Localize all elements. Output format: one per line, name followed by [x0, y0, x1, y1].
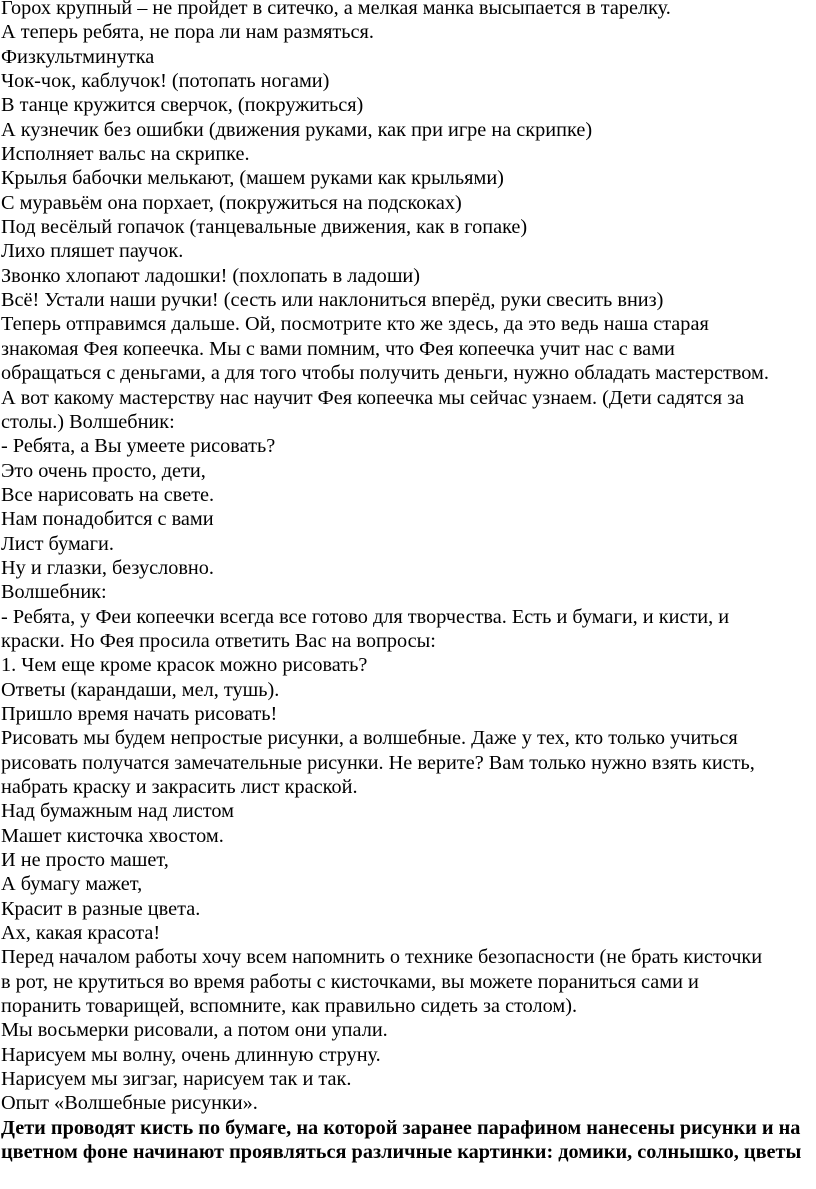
text-line: Ах, какая красота!	[1, 922, 161, 945]
text-line: Нам понадобится с вами	[1, 508, 214, 531]
text-line: цветном фоне начинают проявляться различные картинки: домики, солнышко, цветы	[1, 1141, 802, 1164]
text-line: Волшебник:	[1, 581, 107, 604]
text-line: в рот, не крутиться во время работы с кисточками, вы можете пораниться сами и	[1, 970, 699, 993]
text-line: Все нарисовать на свете.	[1, 483, 215, 506]
text-line: Нарисуем мы зигзаг, нарисуем так и так.	[1, 1068, 352, 1091]
text-line: Над бумажным над листом	[1, 800, 234, 823]
text-line: рисовать получатся замечательные рисунки. Не верите? Вам только нужно взять кисть,	[1, 751, 755, 774]
text-line: Исполняет вальс на скрипке.	[1, 143, 250, 166]
text-line: И не просто машет,	[1, 849, 169, 872]
text-line: А кузнечик без ошибки (движения руками, как при игре на скрипке)	[1, 118, 593, 141]
text-line: Лихо пляшет паучок.	[1, 240, 184, 263]
text-line: В танце кружится сверчок, (покружиться)	[1, 94, 364, 117]
text-line: Мы восьмерки рисовали, а потом они упали.	[1, 1019, 388, 1042]
text-line: А теперь ребята, не пора ли нам размяться.	[1, 21, 374, 44]
text-line: Всё! Устали наши ручки! (сесть или наклониться вперёд, руки свесить вниз)	[1, 289, 664, 312]
text-line: набрать краску и закрасить лист краской.	[1, 776, 358, 798]
text-line: поранить товарищей, вспомните, как правильно сидеть за столом).	[1, 995, 578, 1018]
text-line: Рисовать мы будем непростые рисунки, а волшебные. Даже у тех, кто только учиться	[1, 727, 738, 750]
text-line: Чок-чок, каблучок! (потопать ногами)	[1, 70, 330, 93]
text-line: Крылья бабочки мелькают, (машем руками как крыльями)	[1, 167, 504, 190]
text-line: знакомая Фея копеечка. Мы с вами помним, что Фея копеечка учит нас с вами	[1, 337, 675, 360]
text-line: Ну и глазки, безусловно.	[1, 556, 214, 579]
text-line: - Ребята, а Вы умеете рисовать?	[1, 435, 276, 458]
text-line: Это очень просто, дети,	[1, 459, 206, 482]
text-line: Лист бумаги.	[1, 532, 114, 555]
text-line: краски. Но Фея просила ответить Вас на вопросы:	[1, 629, 436, 652]
text-line: Звонко хлопают ладошки! (похлопать в ладоши)	[1, 264, 421, 287]
text-line: Теперь отправимся дальше. Ой, посмотрите кто же здесь, да это ведь наша старая	[1, 313, 709, 336]
text-line: обращаться с деньгами, а для того чтобы получить деньги, нужно обладать мастерством.	[1, 362, 769, 385]
text-line: Нарисуем мы волну, очень длинную струну.	[1, 1043, 381, 1066]
text-line: Красит в разные цвета.	[1, 897, 201, 920]
text-line: Пришло время начать рисовать!	[1, 702, 278, 725]
text-line: Ответы (карандаши, мел, тушь).	[1, 678, 280, 701]
text-line: А вот какому мастерству нас научит Фея копеечка мы сейчас узнаем. (Дети садятся за	[1, 386, 745, 409]
text-line: Горох крупный – не пройдет в ситечко, а мелкая манка высыпается в тарелку.	[1, 0, 671, 19]
text-line: 1. Чем еще кроме красок можно рисовать?	[1, 654, 368, 677]
text-line: - Ребята, у Феи копеечки всегда все готово для творчества. Есть и бумаги, и кисти, и	[1, 605, 730, 628]
text-line: Опыт «Волшебные рисунки».	[1, 1092, 258, 1115]
text-line: Физкультминутка	[1, 45, 155, 68]
document-body	[1, 0, 813, 1165]
text-line: Под весёлый гопачок (танцевальные движения, как в гопаке)	[1, 216, 528, 239]
text-line: Дети проводят кисть по бумаге, на которой заранее парафином нанесены рисунки и на	[1, 1116, 801, 1139]
text-line: С муравьём она порхает, (покружиться на подскоках)	[1, 191, 462, 214]
text-line: Машет кисточка хвостом.	[1, 824, 224, 847]
text-line: А бумагу мажет,	[1, 873, 143, 896]
text-line: Перед началом работы хочу всем напомнить о технике безопасности (не брать кисточки	[1, 946, 763, 969]
text-line: столы.) Волшебник:	[1, 410, 175, 433]
